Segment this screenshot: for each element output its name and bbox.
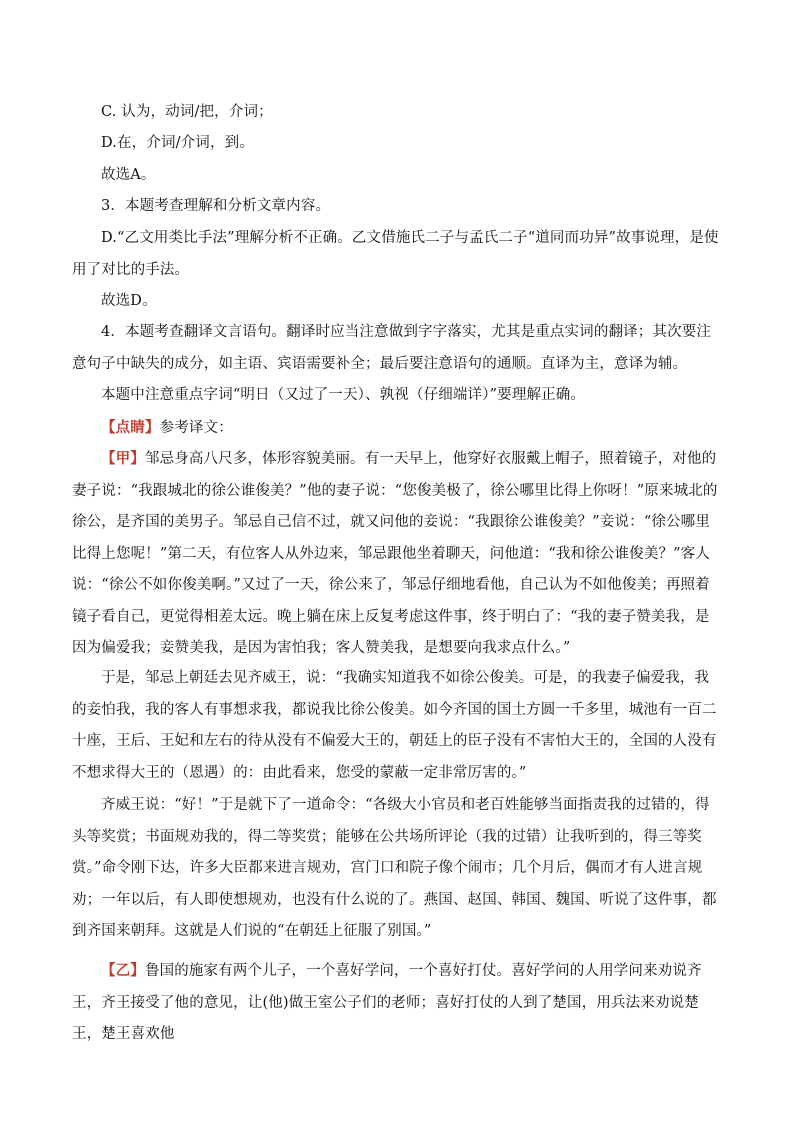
jia-label: 【甲】	[101, 450, 145, 467]
paragraph-yi	[72, 955, 722, 1051]
paragraph-dianjing	[72, 412, 722, 445]
paragraph-analysis-d: D.“乙文用类比手法”理解分析不正确。乙文借施氏二子与孟氏二子“道同而功异”故事说理，是使用了对比的手法。	[72, 230, 719, 278]
paragraph-jia	[72, 443, 722, 665]
paragraph-answer-d: 故选D。	[101, 293, 157, 309]
paragraph-qi-wei-wang: 齐威王说：“好！”于是就下了一道命令：“各级大小官员和老百姓能够当面指责我的过错的，得头等奖赏；书面规劝我的，得二等奖赏；能够在公共场所评论（我的过错）让我听到的，得三等奖赏。”命令刚下达，许多大臣都来进言规劝，宫门口和院子像个闹市；几个月后，偶而才有人进言规劝；一年以后，有人即使想规劝，也没有什么说的了。燕国、赵国、韩国、魏国、听说了这件事，都到齐国来朝拜。这就是人们说的“在朝廷上征服了别国。”	[72, 797, 717, 939]
paragraph-option-c: C. 认为，动词/把，介词；	[101, 104, 273, 120]
paragraph-answer-a: 故选A。	[101, 167, 156, 183]
paragraph-zou-ji-court: 于是，邹忌上朝廷去见齐威王，说：“我确实知道我不如徐公俊美。可是，的我妻子偏爱我，我的妾怕我，我的客人有事想求我，都说我比徐公俊美。如今齐国的国土方圆一千多里，城池有一百二十座，王后、王妃和左右的待从没有不偏爱大王的，朝廷上的臣子没有不害怕大王的，全国的人没有不想求得大王的（恩遇）的：由此看来，您受的蒙蔽一定非常厉害的。”	[72, 670, 717, 781]
paragraph-question-4: 4．本题考查翻译文言语句。翻译时应当注意做到字字落实，尤其是重点实词的翻译；其次要注意句子中缺失的成分，如主语、宾语需要补全；最后要注意语句的通顺。直译为主，意译为辅。	[72, 324, 712, 372]
paragraph-key-words: 本题中注意重点字词“明日（又过了一天）、孰视（仔细端详）”要理解正确。	[101, 387, 586, 403]
paragraph-option-d: D.在，介词/介词，到。	[101, 135, 254, 151]
dianjing-label: 【点睛】	[101, 419, 160, 436]
yi-text: 鲁国的施家有两个儿子，一个喜好学问，一个喜好打仗。喜好学问的人用学问来劝说齐王，齐王接受了他的意见，让(他)做王室公子们的老师；喜好打仗的人到了楚国，用兵法来劝说楚王，楚王喜欢他	[72, 963, 702, 1042]
jia-text: 邹忌身高八尺多，体形容貌美丽。有一天早上，他穿好衣服戴上帽子，照着镜子，对他的妻子说：“我跟城北的徐公谁俊美？”他的妻子说：“您俊美极了，徐公哪里比得上你呀！”原来城北的徐公，是齐国的美男子。邹忌自己信不过，就又问他的妾说：“我跟徐公谁俊美？”妾说：“徐公哪里比得上您呢！”第二天，有位客人从外边来，邹忌跟他坐着聊天，问他道：“我和徐公谁俊美？”客人说：“徐公不如你俊美啊。”又过了一天，徐公来了，邹忌仔细地看他，自己认为不如他俊美；再照着镜子看自己，更觉得相差太远。晚上躺在床上反复考虑这件事，终于明白了：“我的妻子赞美我，是因为偏爱我；妾赞美我，是因为害怕我；客人赞美我，是想要向我求点什么。”	[72, 451, 718, 656]
paragraph-question-3: 3．本题考查理解和分析文章内容。	[101, 198, 331, 214]
yi-label: 【乙】	[101, 962, 145, 979]
dianjing-text: 参考译文：	[159, 420, 233, 436]
